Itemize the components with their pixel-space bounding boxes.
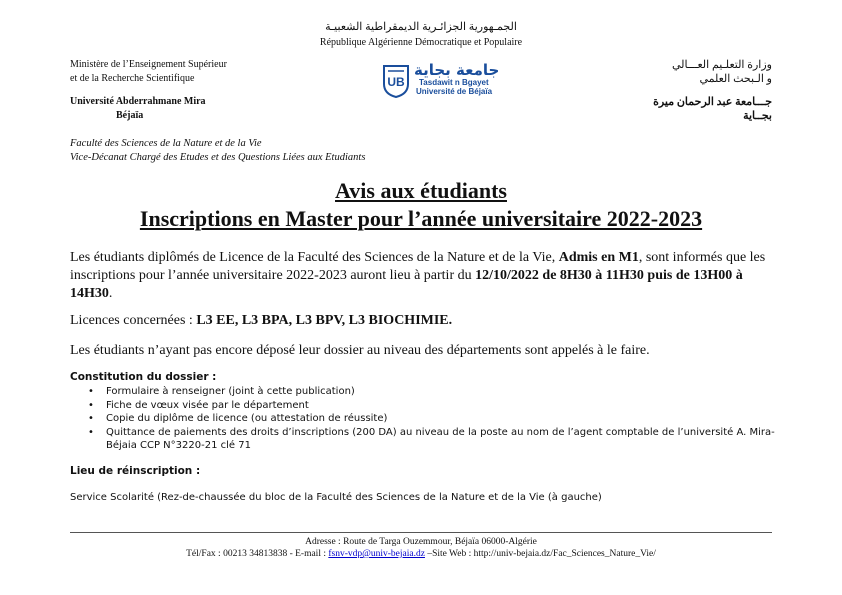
list-item xyxy=(88,399,788,413)
logo-arabic-text: جامعة بجاية xyxy=(414,61,500,79)
university-ar-line2: بجــاية xyxy=(743,110,772,122)
p1-text-a: Les étudiants diplômés de Licence de la Faculté des Sciences de la Nature et de la Vie, xyxy=(70,250,559,265)
list-item-text: Fiche de vœux visée par le département xyxy=(106,399,309,411)
footer-divider xyxy=(70,532,772,533)
svg-text:UB: UB xyxy=(387,75,405,89)
arabic-republic-header: الجمـهورية الجزائـرية الديمقراطية الشعبيـة xyxy=(325,21,517,33)
p2-licences: L3 EE, L3 BPA, L3 BPV, L3 BIOCHIMIE. xyxy=(196,313,453,328)
footer-site-prefix: –Site Web : xyxy=(424,549,474,559)
list-item-text: Quittance de paiements des droits d’inscriptions (200 DA) au niveau de la poste au nom de l’agent comptable de l’université A. Mira- Béjaia CCP N°3220-21 clé 71 xyxy=(106,426,775,451)
ministry-ar xyxy=(572,58,772,86)
bullet-icon: • xyxy=(88,426,94,438)
p1-text-c: , sont informés que les inscriptions pour l’année universitaire 2022-2023 auront lieu à partir du xyxy=(70,250,766,283)
university-fr xyxy=(70,95,270,123)
list-item-text: Formulaire à renseigner (joint à cette publication) xyxy=(106,386,355,397)
bullet-icon: • xyxy=(88,386,94,397)
dossier-list xyxy=(88,385,788,453)
bullet-icon: • xyxy=(88,413,94,424)
logo-french-text: Université de Béjaïa xyxy=(416,87,493,96)
faculty-line2: Vice-Décanat Chargé des Etudes et des Questions Liées aux Etudiants xyxy=(70,152,366,163)
dossier-title: Constitution du dossier : xyxy=(70,371,217,383)
list-item xyxy=(88,412,788,426)
service-location: Service Scolarité (Rez-de-chaussée du bloc de la Faculté des Sciences de la Nature et de la Vie (à gauche) xyxy=(70,492,602,503)
website-link[interactable]: http://univ-bejaia.dz/Fac_Sciences_Nature_Vie/ xyxy=(473,549,656,559)
ministry-fr xyxy=(70,58,300,86)
faculty-header xyxy=(70,137,365,165)
p2-label: Licences concernées : xyxy=(70,313,197,328)
notice-title: Avis aux étudiants xyxy=(335,178,507,203)
ministry-fr-line2: et de la Recherche Scientifique xyxy=(70,73,195,84)
p1-admis: Admis en M1 xyxy=(558,250,639,265)
footer-contact-prefix: Tél/Fax : 00213 34813838 - E-mail : xyxy=(186,549,329,559)
university-ar xyxy=(572,95,772,123)
university-fr-line2: Béjaïa xyxy=(116,110,144,121)
p1-date: 12/10/2022 de 8H30 à 11H30 puis de 13H00 à 14H30 xyxy=(70,268,743,301)
ministry-ar-line1: وزارة التعلـيم العـــالي xyxy=(671,59,772,71)
paragraph-licences xyxy=(70,312,780,330)
university-logo-icon xyxy=(382,62,410,98)
paragraph-dossier-reminder: Les étudiants n’ayant pas encore déposé leur dossier au niveau des départements sont appelés à le faire. xyxy=(70,343,650,358)
logo-kabyle-text: Tasdawit n Bgayet xyxy=(419,78,489,87)
university-fr-line1: Université Abderrahmane Mira xyxy=(70,96,206,107)
list-item-text: Copie du diplôme de licence (ou attestation de réussite) xyxy=(106,413,388,424)
ministry-ar-line2: و الـبحث العلمي xyxy=(699,73,772,85)
university-ar-line1: جـــامعة عبد الرحمان ميرة xyxy=(653,96,772,108)
email-link[interactable]: fsnv-vdp@univ-bejaia.dz xyxy=(328,549,425,559)
bullet-icon: • xyxy=(88,399,94,411)
notice-subtitle: Inscriptions en Master pour l’année universitaire 2022-2023 xyxy=(139,206,703,231)
faculty-line1: Faculté des Sciences de la Nature et de la Vie xyxy=(70,138,262,149)
p1-text-e: . xyxy=(108,286,113,301)
paragraph-admission xyxy=(70,249,780,303)
footer-contact xyxy=(0,549,842,559)
french-republic-header: République Algérienne Démocratique et Populaire xyxy=(319,37,523,48)
footer-address: Adresse : Route de Targa Ouzemmour, Béjaïa 06000-Algérie xyxy=(305,537,537,547)
ministry-fr-line1: Ministère de l’Enseignement Supérieur xyxy=(70,59,227,70)
list-item xyxy=(88,426,788,453)
list-item xyxy=(88,385,788,399)
lieu-title: Lieu de réinscription : xyxy=(70,465,201,477)
